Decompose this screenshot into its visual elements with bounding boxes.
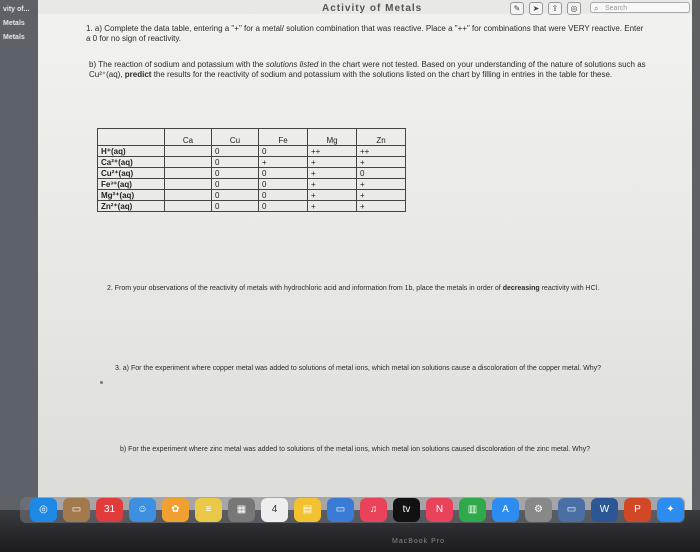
- question-3a: 3. a) For the experiment where copper metal was added to solutions of metal ions, which metal ion solutions cause a discoloration of the copper metal. Why?: [115, 365, 601, 372]
- question-2: [107, 284, 647, 294]
- column-header-mg: Mg: [308, 129, 357, 146]
- table-row: [98, 157, 406, 168]
- reactivity-table: [97, 128, 406, 212]
- calendar-icon[interactable]: 31: [96, 498, 123, 522]
- column-header: [98, 129, 165, 146]
- sidebar-item-activity[interactable]: vity of...: [3, 6, 30, 13]
- row-label: Mg²⁺(aq): [98, 190, 165, 201]
- q1b-text-em: solutions listed: [265, 60, 319, 69]
- table-cell[interactable]: [165, 157, 212, 168]
- search-placeholder: Search: [605, 5, 628, 12]
- numbers-icon[interactable]: ▥: [459, 498, 486, 522]
- table-cell[interactable]: +: [259, 157, 308, 168]
- column-header-fe: Fe: [259, 129, 308, 146]
- row-label: Cu²⁺(aq): [98, 168, 165, 179]
- window-edge: [692, 0, 700, 510]
- table-cell[interactable]: 0: [259, 179, 308, 190]
- table-cell[interactable]: +: [308, 157, 357, 168]
- q2-text-bold: decreasing: [502, 285, 540, 292]
- search-input[interactable]: [590, 2, 690, 13]
- powerpoint-icon[interactable]: P: [624, 498, 651, 522]
- table-row: [98, 179, 406, 190]
- q1b-text-mid: in the chart were not tested. Based on your understanding of the nature of solutions such as Cu²⁺(aq),: [89, 60, 646, 79]
- q1b-text-bold: predict: [124, 70, 152, 79]
- table-cell[interactable]: +: [357, 201, 406, 212]
- table-cell[interactable]: 0: [259, 190, 308, 201]
- table-cell[interactable]: 0: [212, 168, 259, 179]
- table-cell[interactable]: +: [308, 201, 357, 212]
- table-cell[interactable]: 0: [259, 201, 308, 212]
- toolbar-icons: [510, 2, 581, 15]
- finder-icon[interactable]: ☺: [129, 498, 156, 522]
- table-row: [98, 168, 406, 179]
- question-1a: 1. a) Complete the data table, entering a "+" for a metal/ solution combination that was reactive. Place a "++" for combinations that were VERY reactive. Enter a 0 for no sign of reactivity.: [86, 24, 644, 43]
- news-icon[interactable]: N: [426, 498, 453, 522]
- settings-icon[interactable]: ◎: [567, 2, 581, 15]
- music-icon[interactable]: ♫: [360, 498, 387, 522]
- table-header-row: [98, 129, 406, 146]
- dock-icons: [30, 498, 684, 522]
- column-header-ca: Ca: [165, 129, 212, 146]
- hardware-label: MacBook Pro: [392, 538, 446, 545]
- table-cell[interactable]: +: [357, 157, 406, 168]
- arrow-icon[interactable]: ➤: [529, 2, 543, 15]
- sidebar-item-metals-1[interactable]: Metals: [3, 20, 25, 27]
- table-cell[interactable]: +: [308, 190, 357, 201]
- table-cell[interactable]: 0: [259, 146, 308, 157]
- share-icon[interactable]: ⇪: [548, 2, 562, 15]
- question-3b: b) For the experiment where zinc metal was added to solutions of the metal ions, which metal ion solutions caused discoloration of the zinc metal. Why?: [120, 446, 591, 453]
- safari-icon[interactable]: ◎: [30, 498, 57, 522]
- appstore-icon[interactable]: A: [492, 498, 519, 522]
- table-cell[interactable]: [165, 201, 212, 212]
- sidebar-item-metals-2[interactable]: Metals: [3, 34, 25, 41]
- q2-text-post: reactivity with HCl.: [539, 285, 600, 292]
- table-cell[interactable]: ++: [308, 146, 357, 157]
- table-cell[interactable]: +: [308, 179, 357, 190]
- screen-icon[interactable]: ▭: [558, 498, 585, 522]
- reminders-icon[interactable]: 4: [261, 498, 288, 522]
- sidebar: [0, 0, 38, 510]
- q1b-text-pre: b) The reaction of sodium and potassium with the: [89, 60, 266, 69]
- row-label: Ca²⁺(aq): [98, 157, 165, 168]
- table-cell[interactable]: [165, 146, 212, 157]
- page-title: Activity of Metals: [322, 3, 423, 14]
- q2-text-pre: 2. From your observations of the reactivity of metals with hydrochloric acid and information from 1b, place the metals in order of: [107, 285, 503, 292]
- word-icon[interactable]: W: [591, 498, 618, 522]
- keynote-icon[interactable]: ▤: [294, 498, 321, 522]
- table-cell[interactable]: 0: [212, 190, 259, 201]
- table-cell[interactable]: [165, 190, 212, 201]
- preview-icon[interactable]: ▭: [327, 498, 354, 522]
- search-icon: ⌕: [594, 4, 599, 13]
- question-1b: [89, 60, 649, 80]
- row-label: Zn²⁺(aq): [98, 201, 165, 212]
- table-cell[interactable]: +: [308, 168, 357, 179]
- tv-icon[interactable]: tv: [393, 498, 420, 522]
- row-label: H⁺(aq): [98, 146, 165, 157]
- column-header-zn: Zn: [357, 129, 406, 146]
- table-cell[interactable]: [165, 168, 212, 179]
- table-cell[interactable]: 0: [259, 168, 308, 179]
- table-cell[interactable]: 0: [212, 179, 259, 190]
- launchpad-icon[interactable]: ▦: [228, 498, 255, 522]
- table-row: [98, 190, 406, 201]
- settings-icon[interactable]: ⚙: [525, 498, 552, 522]
- pinwheel-icon[interactable]: ✦: [657, 498, 684, 522]
- table-row: [98, 146, 406, 157]
- table-row: [98, 201, 406, 212]
- contacts-icon[interactable]: ▭: [63, 498, 90, 522]
- bullet-dot: [100, 381, 103, 384]
- table-cell[interactable]: 0: [357, 168, 406, 179]
- photos-icon[interactable]: ✿: [162, 498, 189, 522]
- table-cell[interactable]: 0: [212, 201, 259, 212]
- table-cell[interactable]: 0: [212, 146, 259, 157]
- table-cell[interactable]: ++: [357, 146, 406, 157]
- table-cell[interactable]: 0: [212, 157, 259, 168]
- table-cell[interactable]: [165, 179, 212, 190]
- column-header-cu: Cu: [212, 129, 259, 146]
- table-cell[interactable]: +: [357, 179, 406, 190]
- pen-icon[interactable]: ✎: [510, 2, 524, 15]
- q1b-text-post: the results for the reactivity of sodium and potassium with the solutions listed on the chart by filling in entries in the table for these.: [151, 70, 613, 79]
- notes-icon[interactable]: ≡: [195, 498, 222, 522]
- table-cell[interactable]: +: [357, 190, 406, 201]
- row-label: Fe³⁺(aq): [98, 179, 165, 190]
